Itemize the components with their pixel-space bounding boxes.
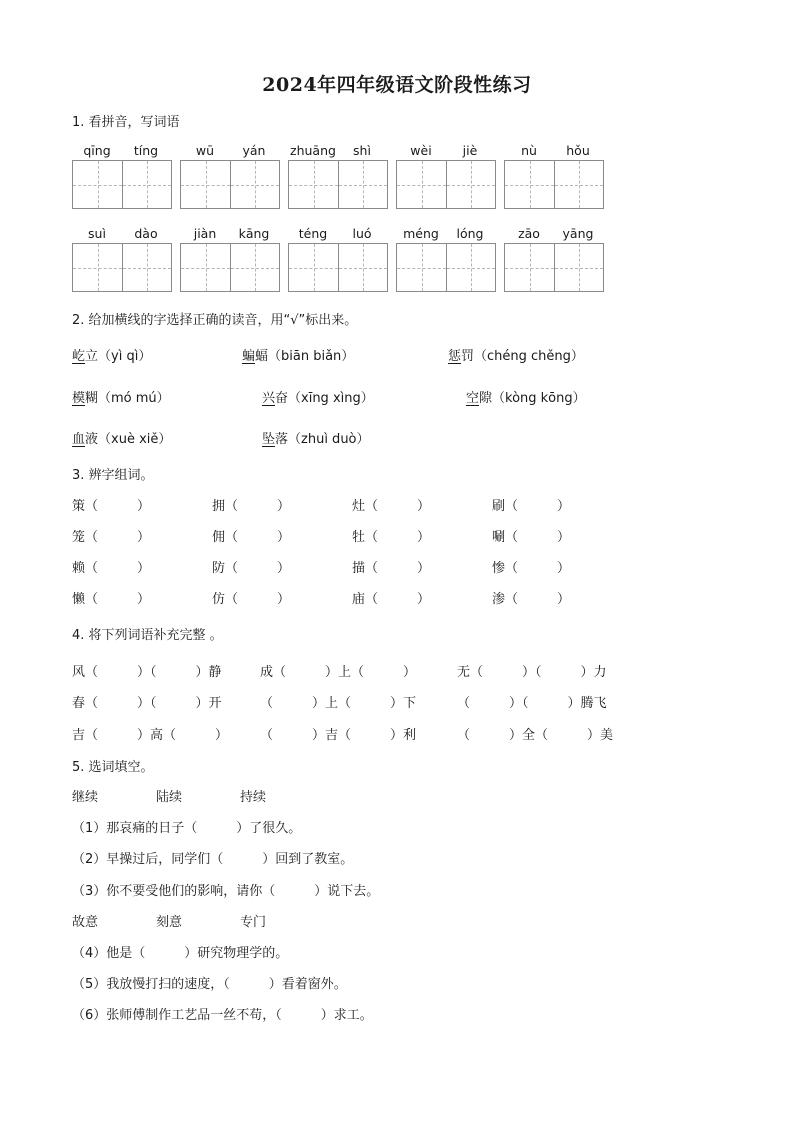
- writing-grid[interactable]: [72, 160, 172, 209]
- idiom-item: 成（ ）上（ ）: [260, 665, 417, 680]
- underlined-char: 兴: [262, 391, 276, 406]
- tianzige-cell[interactable]: [397, 161, 446, 208]
- underlined-char: 血: [72, 432, 86, 447]
- idiom-item: 吉（ ）高（ ）: [72, 728, 229, 743]
- word-group-item: 描（ ）: [352, 561, 431, 576]
- underlined-char: 坠: [262, 432, 276, 447]
- pinyin-label: tíng: [133, 143, 159, 158]
- reading-item: 模糊（mó mú）: [72, 391, 170, 406]
- underlined-char: 屹: [72, 349, 86, 364]
- writing-grid[interactable]: [180, 160, 280, 209]
- pinyin-label: hǒu: [566, 143, 590, 158]
- page-title: 2024年四年级语文阶段性练习: [262, 74, 532, 96]
- guide-line: [530, 244, 531, 291]
- fill-sentence: （3）你不要受他们的影响，请你（ ）说下去。: [72, 884, 380, 899]
- fill-sentence: （5）我放慢打扫的速度，（ ）看着窗外。: [72, 977, 347, 992]
- word-option: 继续: [72, 790, 99, 805]
- underlined-char: 蝙: [242, 349, 256, 364]
- word-group-item: 仿（ ）: [212, 592, 291, 607]
- pinyin-label: yāng: [562, 226, 594, 241]
- underlined-char: 惩: [448, 349, 462, 364]
- reading-item: 惩罚（chéng chěng）: [448, 349, 584, 364]
- tianzige-cell[interactable]: [73, 244, 122, 291]
- guide-line: [579, 161, 580, 208]
- word-group-item: 庙（ ）: [352, 592, 431, 607]
- tianzige-cell[interactable]: [397, 244, 446, 291]
- word-group-item: 渗（ ）: [492, 592, 571, 607]
- tianzige-cell[interactable]: [505, 161, 554, 208]
- tianzige-cell[interactable]: [122, 161, 171, 208]
- pinyin-label: suì: [88, 226, 106, 241]
- word-option: 刻意: [156, 915, 183, 930]
- writing-grid[interactable]: [396, 160, 496, 209]
- idiom-item: （ ）全（ ）美: [457, 728, 614, 743]
- writing-grid[interactable]: [504, 160, 604, 209]
- tianzige-cell[interactable]: [181, 244, 230, 291]
- fill-sentence: （2）早操过后，同学们（ ）回到了教室。: [72, 852, 354, 867]
- word-group-item: 拥（ ）: [212, 499, 291, 514]
- guide-line: [363, 244, 364, 291]
- word-group-item: 牡（ ）: [352, 530, 431, 545]
- word-group-item: 唰（ ）: [492, 530, 571, 545]
- tianzige-cell[interactable]: [122, 244, 171, 291]
- underlined-char: 空: [466, 391, 480, 406]
- word-group-item: 笼（ ）: [72, 530, 151, 545]
- tianzige-cell[interactable]: [289, 244, 338, 291]
- word-option: 陆续: [156, 790, 183, 805]
- guide-line: [314, 244, 315, 291]
- idiom-item: （ ）上（ ）下: [260, 696, 417, 711]
- word-option: 专门: [240, 915, 267, 930]
- word-group-item: 策（ ）: [72, 499, 151, 514]
- q4-heading: 4. 将下列词语补充完整 。: [72, 628, 223, 643]
- reading-item: 空隙（kòng kōng）: [466, 391, 586, 406]
- writing-grid[interactable]: [180, 243, 280, 292]
- word-group-item: 防（ ）: [212, 561, 291, 576]
- guide-line: [206, 244, 207, 291]
- guide-line: [363, 161, 364, 208]
- reading-item: 屹立（yì qì）: [72, 349, 152, 364]
- writing-grid[interactable]: [504, 243, 604, 292]
- word-group-item: 灶（ ）: [352, 499, 431, 514]
- fill-sentence: （4）他是（ ）研究物理学的。: [72, 946, 289, 961]
- word-option: 持续: [240, 790, 267, 805]
- guide-line: [422, 244, 423, 291]
- q3-heading: 3. 辨字组词。: [72, 468, 154, 483]
- guide-line: [255, 161, 256, 208]
- tianzige-cell[interactable]: [554, 244, 603, 291]
- idiom-item: （ ）吉（ ）利: [260, 728, 417, 743]
- pinyin-label: zāo: [518, 226, 540, 241]
- fill-sentence: （6）张师傅制作工艺品一丝不苟，（ ）求工。: [72, 1008, 373, 1023]
- tianzige-cell[interactable]: [338, 161, 387, 208]
- q1-heading: 1. 看拼音，写词语: [72, 115, 180, 130]
- guide-line: [147, 244, 148, 291]
- guide-line: [98, 244, 99, 291]
- pinyin-label: yán: [242, 143, 266, 158]
- pinyin-label: dào: [134, 226, 158, 241]
- idiom-item: 无（ ）（ ）力: [457, 665, 607, 680]
- tianzige-cell[interactable]: [181, 161, 230, 208]
- pinyin-label: luó: [352, 226, 372, 241]
- pinyin-label: zhuāng: [290, 143, 336, 158]
- tianzige-cell[interactable]: [230, 244, 279, 291]
- reading-item: 血液（xuè xiě）: [72, 432, 172, 447]
- guide-line: [422, 161, 423, 208]
- pinyin-label: qīng: [83, 143, 111, 158]
- writing-grid[interactable]: [396, 243, 496, 292]
- writing-grid[interactable]: [288, 243, 388, 292]
- pinyin-label: méng: [403, 226, 439, 241]
- idiom-item: （ ）（ ）腾飞: [457, 696, 607, 711]
- pinyin-label: téng: [298, 226, 328, 241]
- guide-line: [147, 161, 148, 208]
- pinyin-label: lóng: [456, 226, 484, 241]
- reading-item: 坠落（zhuì duò）: [262, 432, 370, 447]
- pinyin-label: shì: [353, 143, 371, 158]
- word-option: 故意: [72, 915, 99, 930]
- q2-heading: 2. 给加横线的字选择正确的读音，用“√”标出来。: [72, 313, 358, 328]
- word-group-item: 佣（ ）: [212, 530, 291, 545]
- guide-line: [579, 244, 580, 291]
- tianzige-cell[interactable]: [446, 244, 495, 291]
- pinyin-label: jiàn: [193, 226, 217, 241]
- q5-heading: 5. 选词填空。: [72, 760, 154, 775]
- pinyin-label: wèi: [410, 143, 432, 158]
- word-group-item: 惨（ ）: [492, 561, 571, 576]
- fill-sentence: （1）那哀痛的日子（ ）了很久。: [72, 821, 302, 836]
- tianzige-cell[interactable]: [289, 161, 338, 208]
- reading-item: 兴奋（xīng xìng）: [262, 391, 374, 406]
- tianzige-cell[interactable]: [505, 244, 554, 291]
- tianzige-cell[interactable]: [230, 161, 279, 208]
- guide-line: [98, 161, 99, 208]
- word-group-item: 赖（ ）: [72, 561, 151, 576]
- pinyin-label: kāng: [238, 226, 270, 241]
- word-group-item: 刷（ ）: [492, 499, 571, 514]
- pinyin-label: jiè: [462, 143, 478, 158]
- tianzige-cell[interactable]: [446, 161, 495, 208]
- guide-line: [471, 161, 472, 208]
- pinyin-label: nù: [521, 143, 537, 158]
- guide-line: [314, 161, 315, 208]
- guide-line: [255, 244, 256, 291]
- guide-line: [471, 244, 472, 291]
- idiom-item: 风（ ）（ ）静: [72, 665, 222, 680]
- writing-grid[interactable]: [288, 160, 388, 209]
- tianzige-cell[interactable]: [338, 244, 387, 291]
- writing-grid[interactable]: [72, 243, 172, 292]
- idiom-item: 春（ ）（ ）开: [72, 696, 222, 711]
- tianzige-cell[interactable]: [73, 161, 122, 208]
- underlined-char: 模: [72, 391, 86, 406]
- pinyin-label: wū: [195, 143, 215, 158]
- reading-item: 蝙蝠（biān biǎn）: [242, 349, 355, 364]
- guide-line: [206, 161, 207, 208]
- tianzige-cell[interactable]: [554, 161, 603, 208]
- guide-line: [530, 161, 531, 208]
- word-group-item: 懒（ ）: [72, 592, 151, 607]
